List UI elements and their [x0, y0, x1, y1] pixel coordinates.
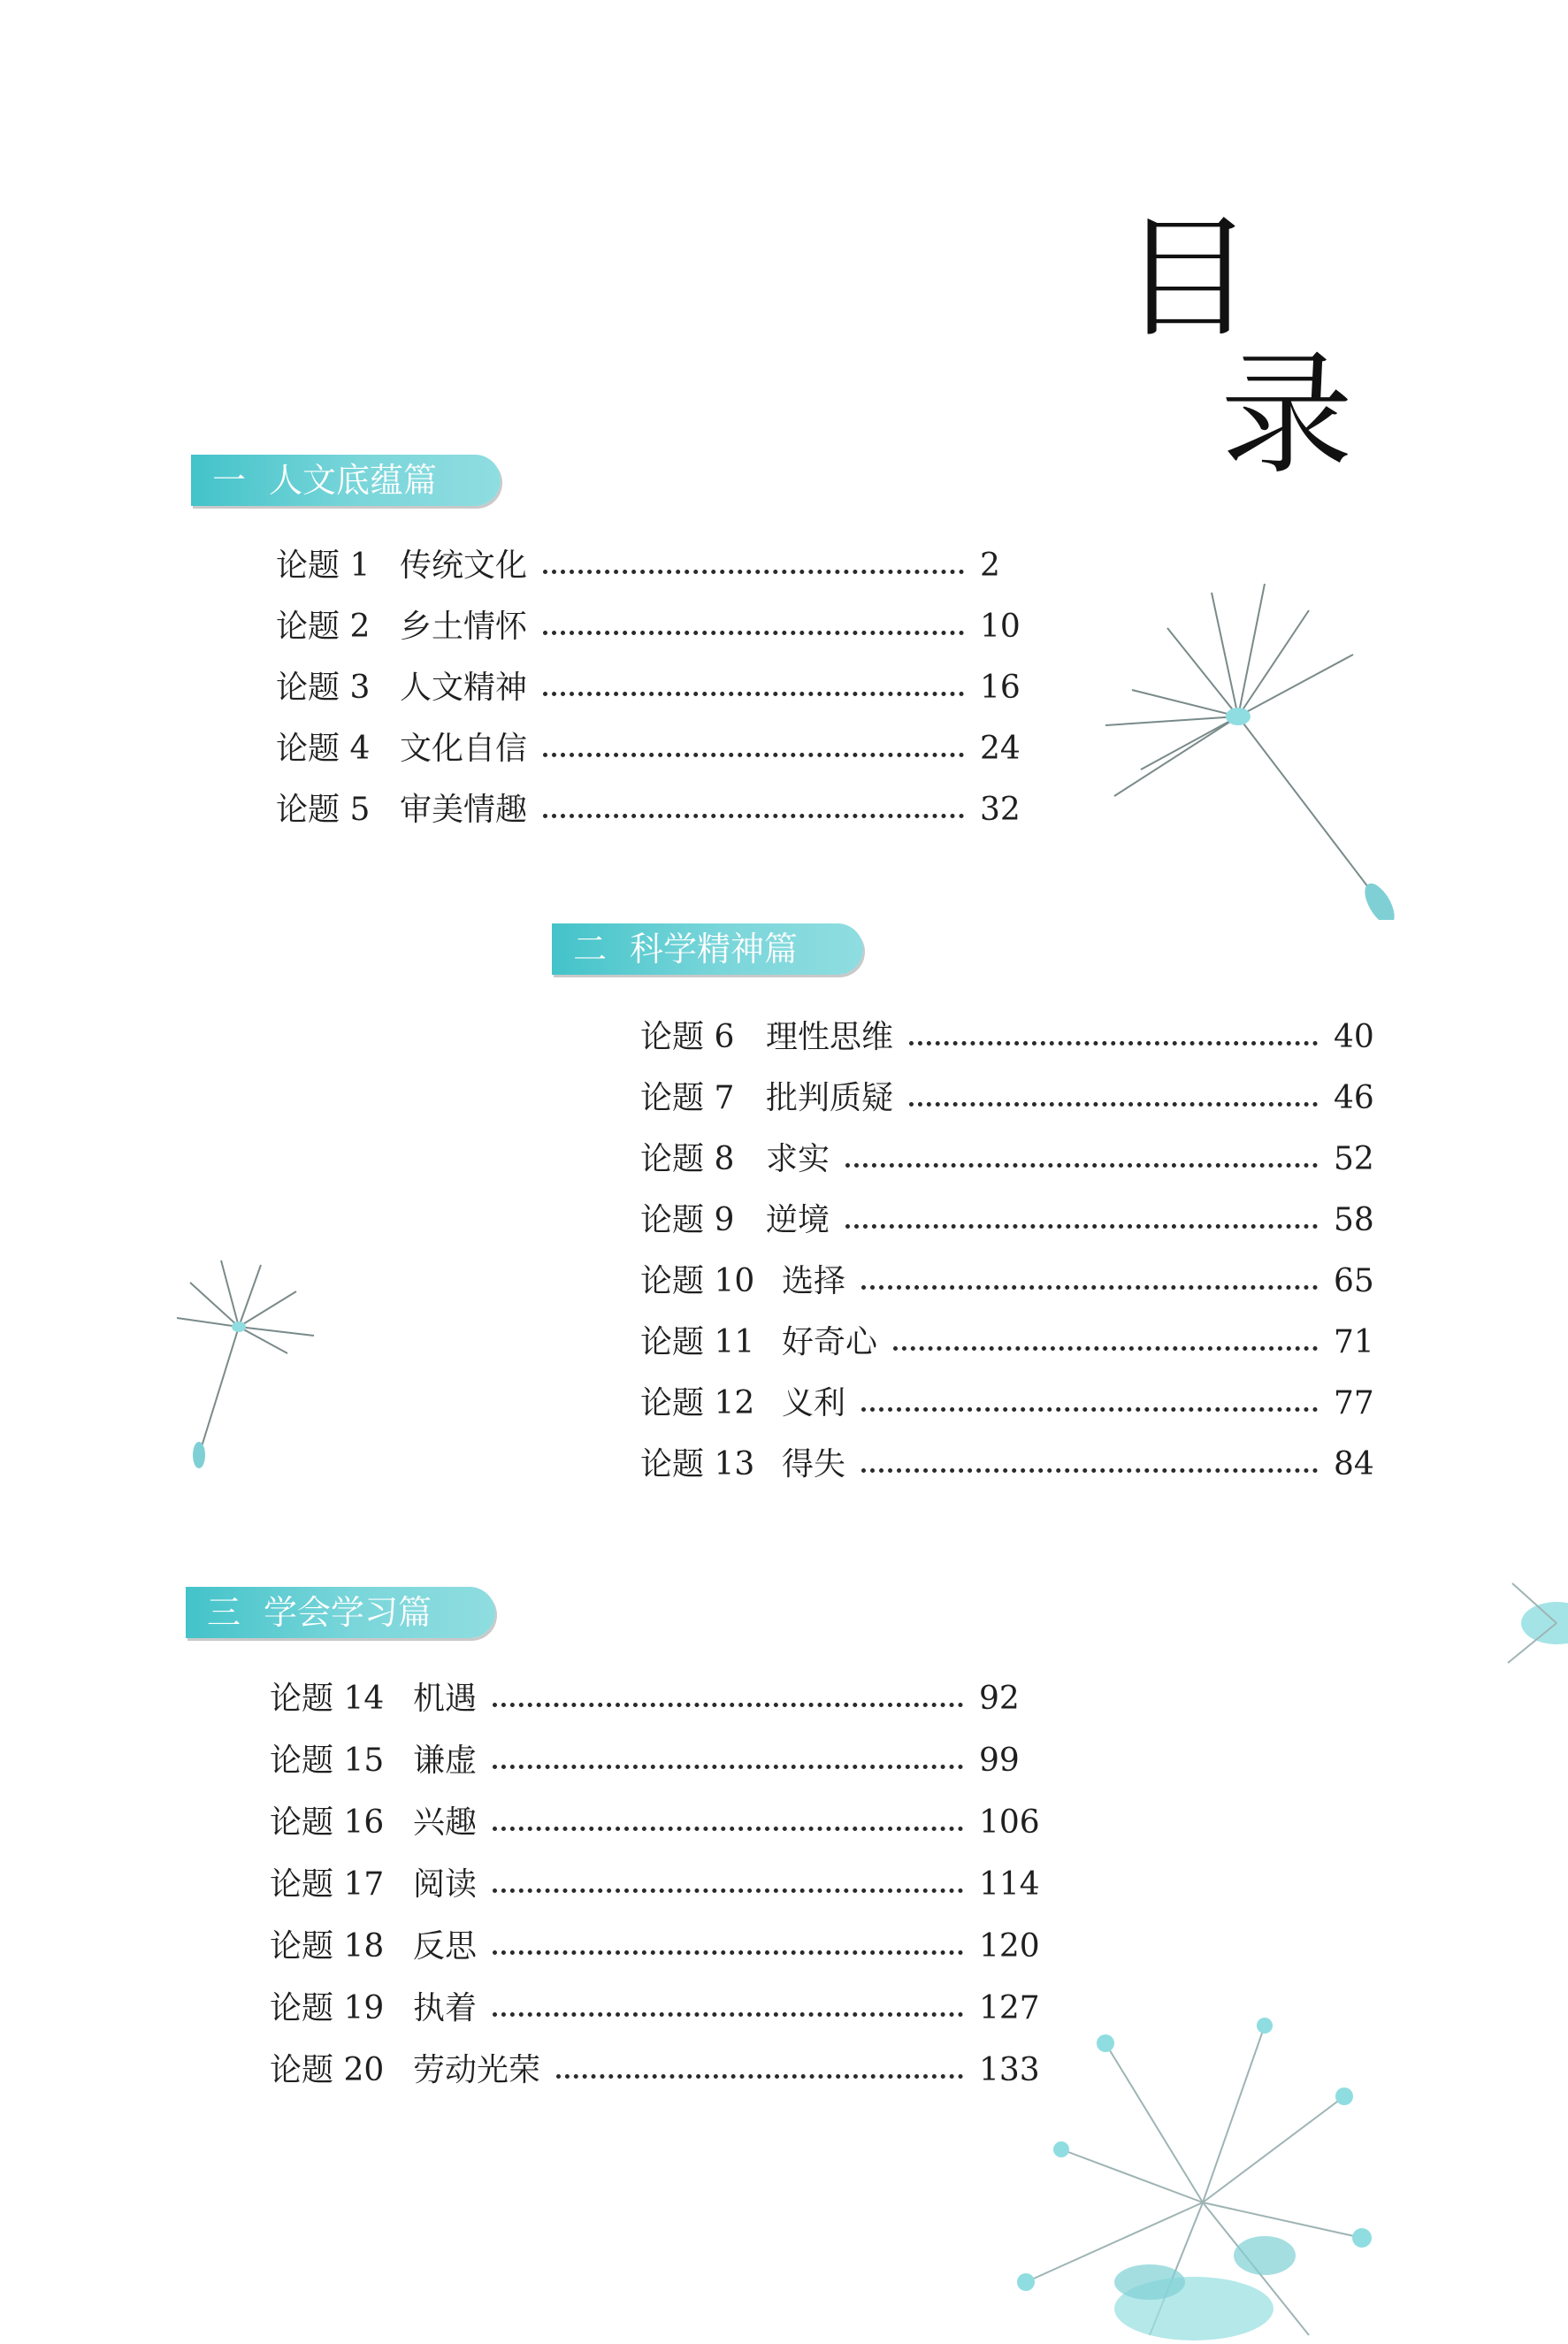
leader-dots: [493, 1703, 963, 1707]
entry-label: 论题 19: [270, 1990, 385, 2026]
section-number: 三: [207, 1593, 241, 1632]
entry-label: 论题 14: [270, 1681, 385, 1717]
entry-title: 机遇: [413, 1681, 478, 1717]
leader-dots: [543, 570, 964, 574]
leader-dots: [893, 1346, 1318, 1351]
leader-dots: [493, 1950, 963, 1955]
entry-label: 论题 18: [270, 1928, 385, 1965]
entry-label: 论题 1: [276, 548, 371, 584]
entry-label: 论题 11: [640, 1324, 755, 1360]
entry-page: 114: [979, 1866, 1040, 1903]
entry-label: 论题 13: [640, 1446, 755, 1482]
entry-label: 论题 3: [276, 670, 371, 706]
entry-label: 论题 5: [276, 792, 371, 828]
leader-dots: [543, 631, 964, 635]
entry-title: 乡土情怀: [400, 609, 528, 645]
leader-dots: [543, 692, 964, 696]
entry-title: 理性思维: [766, 1019, 894, 1055]
entry-page: 40: [1334, 1019, 1374, 1055]
entry-page: 120: [979, 1928, 1040, 1965]
entry-label: 论题 15: [270, 1743, 385, 1779]
entry-title: 劳动光荣: [413, 2052, 541, 2088]
entry-title: 执着: [413, 1990, 478, 2026]
entry-page: 127: [979, 1990, 1040, 2026]
section-banner-3: [186, 1587, 495, 1638]
entry-page: 58: [1334, 1202, 1374, 1238]
entry-title: 选择: [782, 1263, 846, 1299]
leader-dots: [543, 753, 964, 757]
entry-title: 批判质疑: [766, 1080, 894, 1116]
entry-page: 133: [979, 2052, 1040, 2088]
entry-title: 求实: [766, 1141, 830, 1177]
entry-page: 77: [1334, 1385, 1374, 1421]
section-title: 人文底蕴篇: [269, 461, 438, 500]
leader-dots: [493, 1827, 963, 1831]
leader-dots: [861, 1407, 1318, 1412]
page-title-char-2: 录: [1220, 339, 1354, 493]
section-title: 科学精神篇: [630, 930, 799, 969]
leader-dots: [543, 814, 964, 818]
entry-page: 52: [1334, 1141, 1374, 1177]
page-title-char-1: 目: [1121, 202, 1255, 356]
entry-page: 106: [979, 1804, 1040, 1841]
entry-label: 论题 8: [640, 1141, 735, 1177]
entry-title: 得失: [782, 1446, 846, 1482]
entry-label: 论题 9: [640, 1202, 735, 1238]
entry-page: 65: [1334, 1263, 1374, 1299]
entry-label: 论题 16: [270, 1804, 385, 1841]
entry-label: 论题 7: [640, 1080, 735, 1116]
entry-label: 论题 17: [270, 1866, 385, 1903]
entry-page: 24: [980, 731, 1021, 767]
dandelion-seed-icon: [172, 1256, 332, 1468]
leader-dots: [556, 2074, 963, 2079]
entry-page: 46: [1334, 1080, 1374, 1116]
section-banner-2: [552, 923, 863, 975]
entry-label: 论题 2: [276, 609, 371, 645]
entry-title: 好奇心: [782, 1324, 878, 1360]
leader-dots: [845, 1224, 1318, 1229]
entry-title: 兴趣: [413, 1804, 478, 1841]
leader-dots: [909, 1102, 1318, 1107]
entry-page: 16: [980, 670, 1021, 706]
entry-label: 论题 20: [270, 2052, 385, 2088]
leader-dots: [493, 1765, 963, 1769]
entry-title: 谦虚: [413, 1743, 478, 1779]
entry-label: 论题 4: [276, 731, 371, 767]
entry-title: 阅读: [413, 1866, 478, 1903]
entry-title: 人文精神: [400, 670, 528, 706]
entry-title: 审美情趣: [400, 792, 528, 828]
entry-page: 92: [979, 1681, 1020, 1717]
entry-page: 2: [980, 548, 1000, 584]
entry-label: 论题 10: [640, 1263, 755, 1299]
section-title: 学会学习篇: [264, 1593, 432, 1632]
leader-dots: [861, 1285, 1318, 1290]
leader-dots: [861, 1468, 1318, 1473]
dandelion-seed-icon: [1088, 575, 1406, 920]
entry-title: 义利: [782, 1385, 846, 1421]
entry-page: 10: [980, 609, 1021, 645]
leader-dots: [845, 1163, 1318, 1168]
entry-page: 32: [980, 792, 1021, 828]
entry-page: 84: [1334, 1446, 1374, 1482]
leader-dots: [493, 1888, 963, 1893]
dandelion-cluster-icon: [973, 1990, 1397, 2344]
dandelion-seed-icon: [1503, 1574, 1568, 1672]
entry-title: 逆境: [766, 1202, 830, 1238]
entry-title: 文化自信: [400, 731, 528, 767]
leader-dots: [493, 2012, 963, 2017]
leader-dots: [909, 1041, 1318, 1046]
entry-title: 传统文化: [400, 548, 528, 584]
entry-label: 论题 6: [640, 1019, 735, 1055]
section-banner-1: [191, 455, 501, 506]
entry-page: 71: [1334, 1324, 1374, 1360]
section-number: 一: [212, 461, 247, 500]
entry-page: 99: [979, 1743, 1020, 1779]
entry-title: 反思: [413, 1928, 478, 1965]
entry-label: 论题 12: [640, 1385, 755, 1421]
section-number: 二: [573, 930, 608, 969]
